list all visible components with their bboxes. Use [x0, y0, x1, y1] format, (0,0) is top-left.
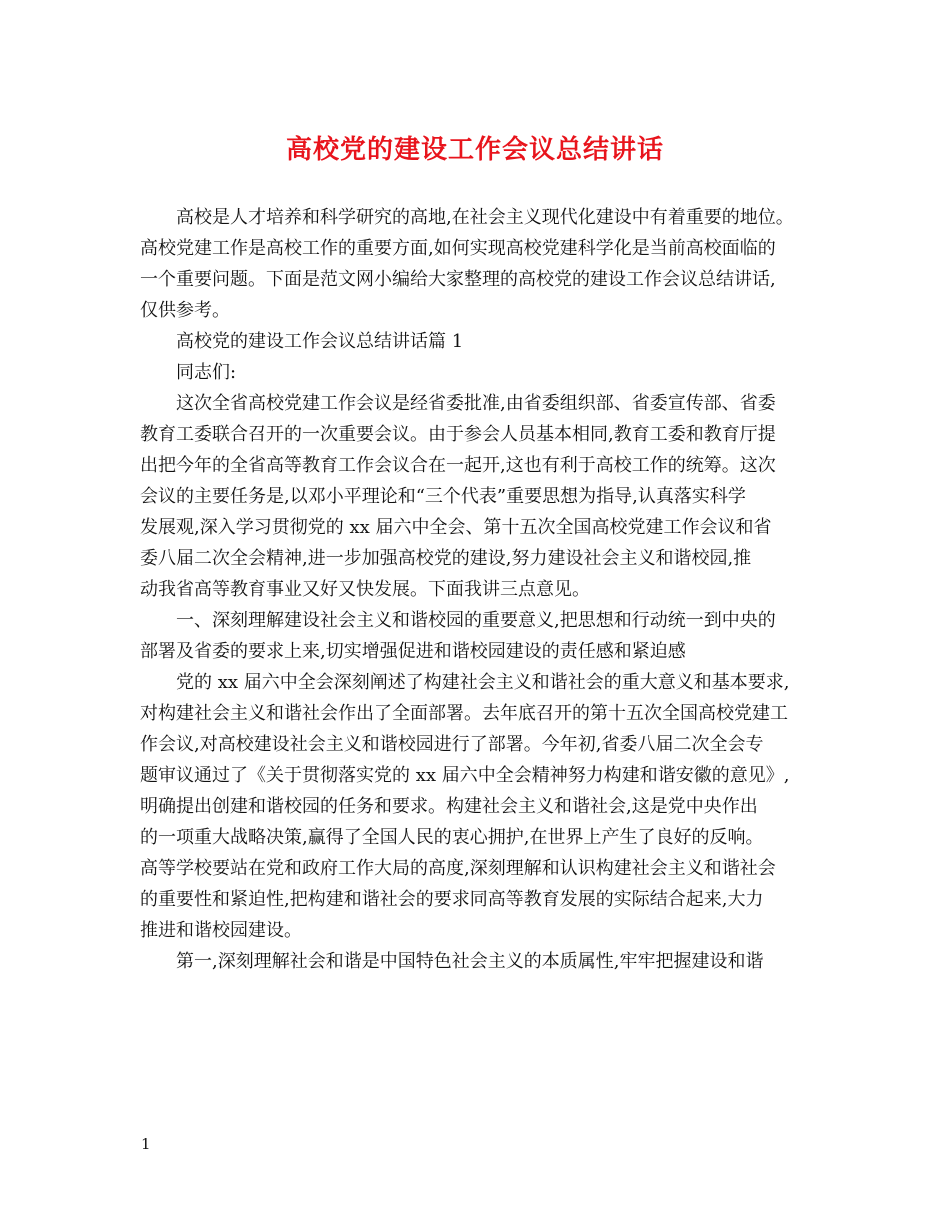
body-line: 动我省高等教育事业又好又快发展。下面我讲三点意见。 — [140, 579, 590, 600]
body-line: 一个重要问题。下面是范文网小编给大家整理的高校党的建设工作会议总结讲话, — [140, 269, 776, 290]
body-line: 的一项重大战略决策,赢得了全国人民的衷心拥护,在世界上产生了良好的反响。 — [140, 827, 764, 848]
body-line: 一、深刻理解建设社会主义和谐校园的重要意义,把思想和行动统一到中央的 — [176, 610, 776, 631]
document-title: 高校党的建设工作会议总结讲话 — [285, 135, 664, 165]
body-line: 会议的主要任务是,以邓小平理论和“三个代表”重要思想为指导,认真落实科学 — [140, 486, 746, 507]
body-line: 委八届二次全会精神,进一步加强高校党的建设,努力建设社会主义和谐校园,推 — [140, 548, 752, 569]
body-line: 的重要性和紧迫性,把构建和谐社会的要求同高等教育发展的实际结合起来,大力 — [140, 889, 764, 910]
body-line: 作会议,对高校建设社会主义和谐校园进行了部署。今年初,省委八届二次全会专 — [140, 734, 764, 755]
page-number: 1 — [141, 1135, 151, 1153]
body-line: 高等学校要站在党和政府工作大局的高度,深刻理解和认识构建社会主义和谐社会 — [140, 858, 776, 879]
body-line: 同志们: — [176, 362, 237, 383]
body-line: 推进和谐校园建设。 — [140, 920, 302, 941]
body-line: 高校是人才培养和科学研究的高地,在社会主义现代化建设中有着重要的地位。 — [176, 207, 794, 228]
document-body — [140, 202, 820, 977]
body-line: 出把今年的全省高等教育工作会议合在一起开,这也有利于高校工作的统筹。这次 — [140, 455, 776, 476]
body-line: 明确提出创建和谐校园的任务和要求。构建社会主义和谐社会,这是党中央作出 — [140, 796, 758, 817]
body-line: 高校党建工作是高校工作的重要方面,如何实现高校党建科学化是当前高校面临的 — [140, 238, 776, 259]
body-line: 党的 xx 届六中全会深刻阐述了构建社会主义和谐社会的重大意义和基本要求, — [176, 672, 790, 693]
body-line: 题审议通过了《关于贯彻落实党的 xx 届六中全会精神努力构建和谐安徽的意见》, — [140, 765, 790, 786]
body-line: 对构建社会主义和谐社会作出了全面部署。去年底召开的第十五次全国高校党建工 — [140, 703, 788, 724]
body-line: 发展观,深入学习贯彻党的 xx 届六中全会、第十五次全国高校党建工作会议和省 — [140, 517, 772, 538]
body-line: 第一,深刻理解社会和谐是中国特色社会主义的本质属性,牢牢把握建设和谐 — [176, 951, 764, 972]
body-line: 教育工委联合召开的一次重要会议。由于参会人员基本相同,教育工委和教育厅提 — [140, 424, 776, 445]
body-line: 这次全省高校党建工作会议是经省委批准,由省委组织部、省委宣传部、省委 — [176, 393, 776, 414]
body-line: 高校党的建设工作会议总结讲话篇 1 — [176, 331, 464, 352]
body-line: 部署及省委的要求上来,切实增强促进和谐校园建设的责任感和紧迫感 — [140, 641, 686, 662]
body-line: 仅供参考。 — [140, 300, 230, 321]
